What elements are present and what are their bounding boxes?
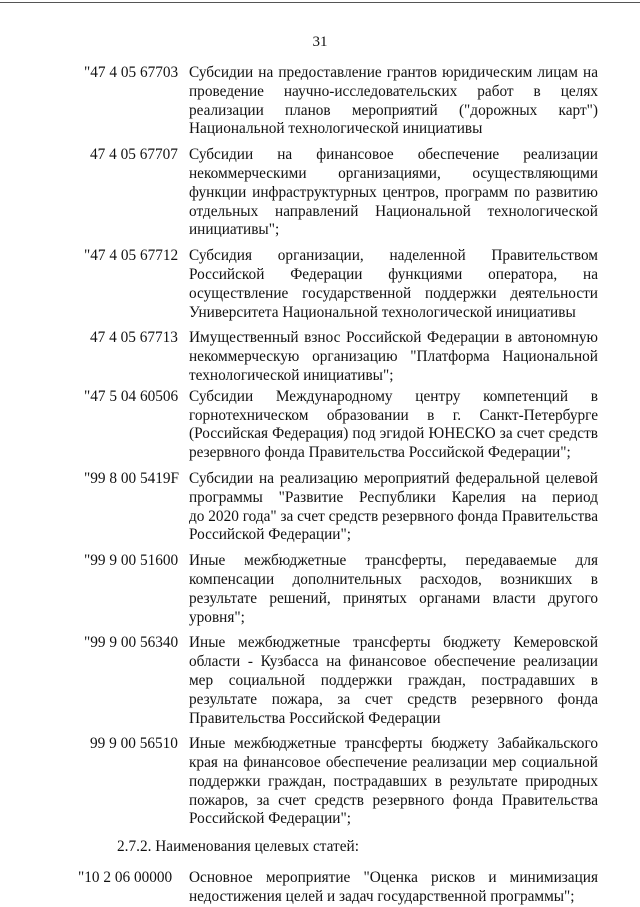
entry-description [189, 247, 598, 322]
entry-line: Субсидии на финансовое обеспечение реализации [189, 146, 598, 164]
entry-line: Субсидия организации, наделенной Правительством [189, 247, 598, 265]
entry-line: горнотехническом образовании в г. Санкт-Петербурге [189, 406, 598, 424]
entry-line: Основное мероприятие "Оценка рисков и минимизация [189, 869, 598, 887]
entry-description [189, 329, 598, 385]
entry-code: 47 4 05 67707 [90, 146, 178, 164]
entry-code: "10 2 06 00000 [78, 869, 173, 887]
code-entry [0, 552, 640, 627]
entry-description [189, 634, 598, 728]
code-entry [0, 869, 640, 907]
entry-line: Российской Федерации"; [189, 810, 351, 828]
entry-code: 99 9 00 56510 [90, 735, 178, 753]
entry-line: проведение научно-исследовательских работ в целях [189, 82, 598, 100]
entry-line: резервного фонда Правительства Российской Федерации"; [189, 444, 571, 462]
entry-description [189, 869, 598, 907]
entry-line: результате решений, принятых органами власти другого [189, 589, 598, 607]
code-entry [0, 470, 640, 545]
code-entry [0, 64, 640, 139]
entry-line: края на финансовое обеспечение реализации мер социальной [189, 754, 598, 772]
code-entry [0, 329, 640, 385]
entry-line: Российской Федерации"; [189, 526, 351, 544]
entry-line: программы "Развитие Республики Карелия на период [189, 488, 598, 506]
entry-line: недостижения целей и задач государственной программы"; [189, 887, 575, 905]
code-entry [0, 146, 640, 240]
entry-line: мер социальной поддержки граждан, пострадавших в [189, 671, 598, 689]
entry-line: Субсидии на реализацию мероприятий федеральной целевой [189, 469, 598, 487]
entry-code: "99 9 00 51600 [84, 552, 179, 570]
entry-line: реализации планов мероприятий ("дорожных карт") [189, 101, 598, 119]
entry-line: Иные межбюджетные трансферты бюджету Кемеровской [189, 634, 598, 652]
code-entry [0, 388, 640, 463]
entry-line: отдельных направлений Национальной технологической [189, 202, 598, 220]
entry-description [189, 64, 598, 139]
entry-line: (Российская Федерация) под эгидой ЮНЕСКО за счет средств [189, 425, 598, 443]
entry-line: поддержки граждан, пострадавших в результате природных [189, 772, 598, 790]
entry-line: Университета Национальной технологической инициативы [189, 303, 576, 321]
scan-top-edge [0, 2, 640, 3]
entry-code: "47 4 05 67703 [84, 64, 179, 81]
entry-code: "99 9 00 56340 [84, 634, 179, 652]
entry-description [189, 388, 598, 463]
entry-line: Субсидии на предоставление грантов юридическим лицам на [189, 64, 598, 81]
entry-description [189, 470, 598, 545]
entry-line: Национальной технологической инициативы [189, 120, 483, 138]
entry-line: функции инфраструктурных центров, программ по развитию [189, 183, 598, 201]
entry-code: 47 4 05 67713 [90, 329, 178, 347]
entry-line: Иные межбюджетные трансферты бюджету Забайкальского [189, 735, 598, 753]
entry-description [189, 552, 598, 627]
entry-line: Субсидии Международному центру компетенций в [189, 387, 598, 405]
entry-line: некоммерческую организацию "Платформа Национальной [189, 348, 598, 366]
entry-line: некоммерческими организациями, осуществляющими [189, 164, 598, 182]
entry-line: осуществление государственной поддержки деятельности [189, 284, 598, 302]
code-entry [0, 735, 640, 829]
entry-line: уровня"; [189, 608, 245, 626]
section-heading: 2.7.2. Наименования целевых статей: [117, 838, 359, 856]
entry-description [189, 735, 598, 829]
entry-line: пожаров, за счет средств резервного фонда Правительства [189, 791, 598, 809]
entry-line: области - Кузбасса на финансовое обеспечение реализации [189, 653, 598, 671]
entry-code: "47 4 05 67712 [84, 247, 179, 265]
budget-code-list [0, 64, 640, 907]
code-entry [0, 634, 640, 728]
entry-line: Иные межбюджетные трансферты, передаваемые для [189, 552, 598, 570]
entry-line: компенсации дополнительных расходов, возникших в [189, 570, 598, 588]
entry-code: "47 5 04 60506 [84, 387, 179, 405]
entry-line: Правительства Российской Федерации [189, 709, 441, 727]
entry-code: "99 8 00 5419F [84, 469, 180, 487]
entry-line: до 2020 года" за счет средств резервного фонда Правительства [189, 507, 598, 525]
entry-line: Российской Федерации функциями оператора, на [189, 265, 598, 283]
page-number: 31 [312, 34, 328, 50]
entry-line: технологической инициативы"; [189, 366, 394, 384]
entry-description [189, 146, 598, 240]
entry-line: результате пожара, за счет средств резервного фонда [189, 690, 598, 708]
code-entry [0, 247, 640, 322]
entry-line: Имущественный взнос Российской Федерации в автономную [189, 329, 598, 347]
entry-line: инициативы"; [189, 221, 280, 239]
